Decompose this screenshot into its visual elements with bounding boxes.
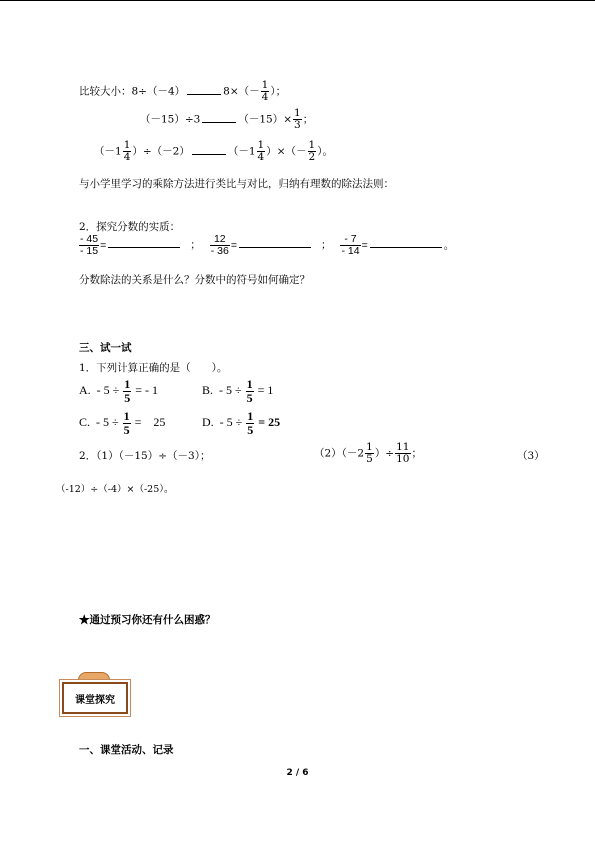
fraction xyxy=(246,378,254,404)
numerator: 1 xyxy=(123,139,131,151)
section2-question: 分数除法的关系是什么？分数中的符号如何确定？ xyxy=(79,274,310,286)
option-result: = 25 xyxy=(258,414,281,429)
option-result: = - 1 xyxy=(135,382,159,397)
fraction xyxy=(395,442,410,465)
fraction xyxy=(308,140,317,163)
option-label: C. xyxy=(79,414,91,429)
page-number: 2 / 6 xyxy=(286,768,309,778)
numerator: 1 xyxy=(366,441,373,453)
separator: 。 xyxy=(443,239,455,252)
numerator: 1 xyxy=(246,377,253,391)
option-expr: - 5 ÷ xyxy=(219,382,242,397)
numerator: 11 xyxy=(396,441,410,453)
denominator: 4 xyxy=(261,91,269,104)
denominator: 5 xyxy=(247,422,254,437)
fraction xyxy=(123,410,131,436)
numerator: 1 xyxy=(294,107,301,119)
denominator: 4 xyxy=(123,151,131,164)
class-explore-badge xyxy=(60,672,128,714)
compare-row3-left: （－1 xyxy=(94,145,122,158)
compare-row-2 xyxy=(140,108,313,131)
numerator: 1 xyxy=(261,79,269,91)
summary-text: 与小学里学习的乘除方法进行类比与对比，归纳有理数的除法法则： xyxy=(79,178,394,190)
option-result: = 25 xyxy=(134,414,166,429)
compare-row1-right: 8×（－ xyxy=(223,85,260,98)
option-label: A. xyxy=(79,382,91,397)
compare-label: 比较大小： xyxy=(79,85,132,98)
fraction xyxy=(261,80,270,103)
compare-row3-left-post: ）÷（－2） xyxy=(132,145,190,158)
badge-label: 课堂探究 xyxy=(75,695,115,706)
numerator: 1 xyxy=(124,377,131,391)
answer-blank[interactable] xyxy=(108,238,180,248)
numerator: 1 xyxy=(257,139,265,151)
numerator: - 7 xyxy=(340,234,360,246)
compare-row2-post: ； xyxy=(302,113,314,126)
denominator: - 36 xyxy=(210,245,229,258)
compare-row-3 xyxy=(94,140,333,163)
numerator: 1 xyxy=(247,409,254,423)
compare-row1-left: 8÷（－4） xyxy=(131,85,186,98)
badge-frame xyxy=(62,682,128,714)
option-expr: - 5 ÷ xyxy=(96,414,119,429)
option-a[interactable] xyxy=(79,378,158,404)
fraction xyxy=(210,234,230,257)
option-label: B. xyxy=(202,382,214,397)
fraction xyxy=(123,378,131,404)
section3-q2-part1: 2．（1）（－15）÷（－3）； xyxy=(79,450,211,462)
fraction xyxy=(79,234,99,257)
fraction xyxy=(123,140,132,163)
fraction xyxy=(257,140,266,163)
q2-part2-mid: ）÷ xyxy=(374,447,395,460)
fraction xyxy=(365,442,374,465)
separator: ； xyxy=(190,239,201,252)
compare-row2-left: （－15）÷3 xyxy=(140,113,201,126)
denominator: 10 xyxy=(396,453,410,466)
compare-row1-post: ）； xyxy=(270,85,287,98)
section3-q2-part2 xyxy=(314,442,422,465)
denominator: 5 xyxy=(123,422,130,437)
section3-q1: 1．下列计算正确的是（ ）。 xyxy=(79,362,228,374)
denominator: 5 xyxy=(246,390,253,405)
q2-part2-post: ； xyxy=(411,447,422,460)
option-label: D. xyxy=(202,414,214,429)
section3-q2-part3: （-12）÷（-4）×（-25）。 xyxy=(56,484,174,495)
section2-title: 2．探究分数的实质： xyxy=(79,221,181,233)
option-d[interactable] xyxy=(202,410,280,436)
option-result: = 1 xyxy=(257,382,274,397)
fraction xyxy=(340,234,360,257)
denominator: - 14 xyxy=(341,245,360,258)
compare-row-1 xyxy=(79,80,286,103)
numerator: - 45 xyxy=(80,233,99,245)
denominator: 5 xyxy=(124,390,131,405)
compare-row3-post: ）。 xyxy=(317,145,333,158)
q2-part2-pre: （2）（－2 xyxy=(314,447,365,460)
answer-blank[interactable] xyxy=(202,113,236,123)
option-b[interactable] xyxy=(202,378,273,404)
answer-blank[interactable] xyxy=(370,238,442,248)
fraction xyxy=(293,108,302,131)
section3-title: 三、试一试 xyxy=(79,342,132,354)
denominator: 5 xyxy=(366,453,373,466)
compare-row3-right: （－1 xyxy=(227,145,256,158)
answer-blank[interactable] xyxy=(187,85,221,95)
section2-fraction-row: $\frac{- 45}{- 15}$ = ； $\frac{12}{- 36}$ = ； $\frac{- 7}{- 14}$ = 。 xyxy=(80,233,455,258)
option-c[interactable] xyxy=(79,410,165,436)
section3-q2-part3-label: （3） xyxy=(517,450,545,462)
compare-row3-right-mid: ）×（－ xyxy=(266,145,307,158)
confusion-heading: ★通过预习你还有什么困惑？ xyxy=(79,614,216,626)
denominator: 3 xyxy=(294,119,301,132)
denominator: 2 xyxy=(308,151,316,164)
option-expr: - 5 ÷ xyxy=(96,382,120,397)
numerator: 1 xyxy=(308,139,316,151)
section4-title: 一、课堂活动、记录 xyxy=(79,744,174,756)
separator: ； xyxy=(320,239,332,252)
compare-row2-right: （－15）× xyxy=(238,113,293,126)
fraction xyxy=(246,410,254,436)
numerator: 1 xyxy=(123,409,130,423)
numerator: 12 xyxy=(210,234,230,246)
answer-blank[interactable] xyxy=(192,145,226,155)
page-top-rule xyxy=(0,0,595,1)
option-expr: - 5 ÷ xyxy=(219,414,243,429)
answer-blank[interactable] xyxy=(239,238,311,248)
denominator: 4 xyxy=(257,151,265,164)
denominator: - 15 xyxy=(80,245,99,258)
